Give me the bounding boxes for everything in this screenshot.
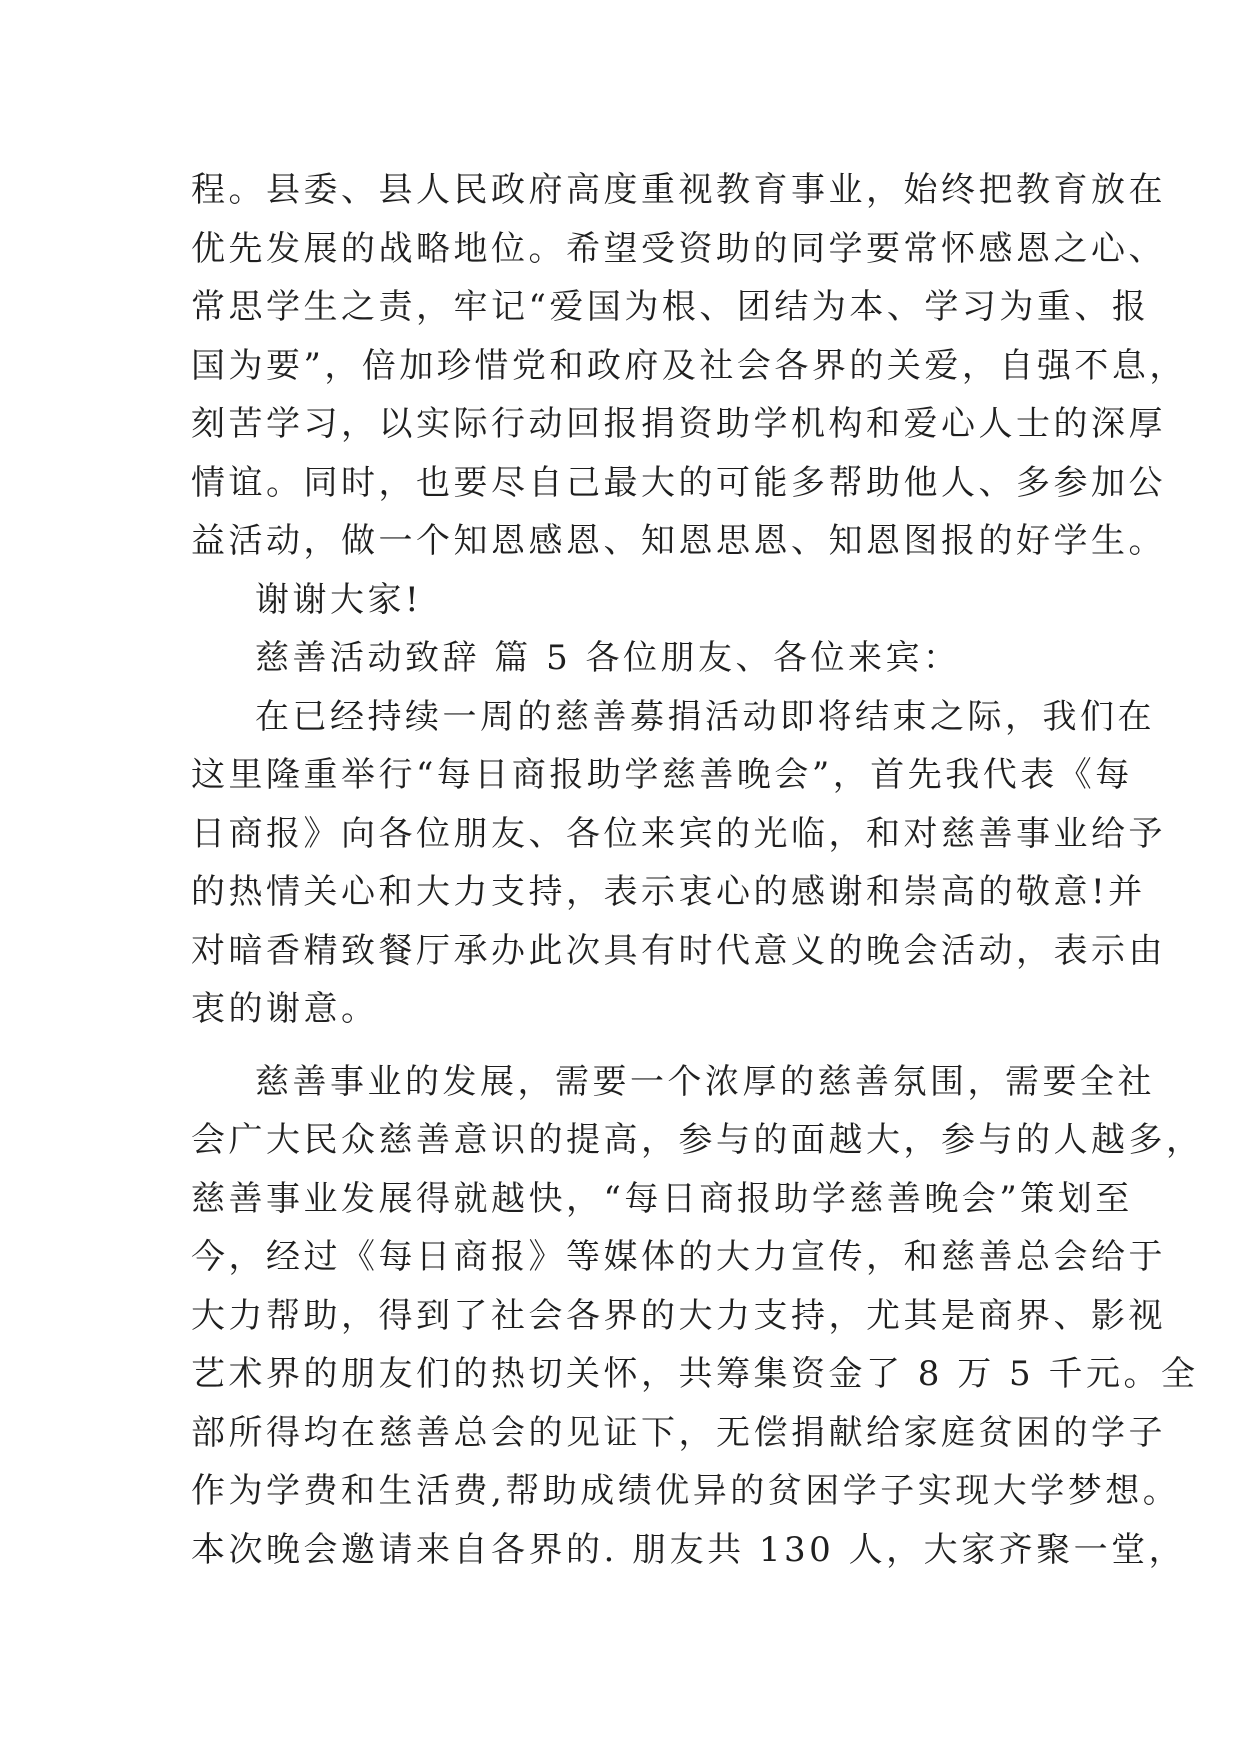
paragraph-start: 慈善事业的发展，需要一个浓厚的慈善氛围，需要全社	[255, 1061, 1155, 1102]
paragraph-gap	[191, 1039, 1061, 1053]
paragraph-start: 在已经持续一周的慈善募捐活动即将结束之际，我们在	[255, 696, 1155, 737]
text-line: 艺术界的朋友们的热切关怀，共筹集资金了 8 万 5 千元。全	[191, 1354, 1199, 1394]
text-line: 日商报》向各位朋友、各位来宾的光临，和对慈善事业给予	[191, 813, 1166, 854]
text-line: 大力帮助，得到了社会各界的大力支持，尤其是商界、影视	[191, 1295, 1166, 1336]
text-line: 这里隆重举行“每日商报助学慈善晚会”，首先我代表《每	[191, 755, 1133, 795]
text-line: 对暗香精致餐厅承办此次具有时代意义的晚会活动，表示由	[191, 930, 1166, 971]
section-heading: 慈善活动致辞 篇 5 各位朋友、各位来宾：	[255, 638, 961, 678]
text-line: 衷的谢意。	[191, 989, 379, 1029]
document-body	[191, 161, 1204, 1579]
text-line: 的热情关心和大力支持，表示衷心的感谢和崇高的敬意!并	[191, 872, 1146, 912]
text-line: 部所得均在慈善总会的见证下，无偿捐献给家庭贫困的学子	[191, 1412, 1166, 1453]
text-line: 常思学生之责，牢记“爱国为根、团结为本、学习为重、报	[191, 287, 1150, 327]
text-line: 优先发展的战略地位。希望受资助的同学要常怀感恩之心、	[191, 228, 1166, 269]
text-line: 情谊。同时，也要尽自己最大的可能多帮助他人、多参加公	[191, 462, 1166, 503]
text-line: 今，经过《每日商报》等媒体的大力宣传，和慈善总会给于	[191, 1237, 1166, 1277]
text-line: 作为学费和生活费,帮助成绩优异的贫困学子实现大学梦想。	[191, 1471, 1181, 1511]
text-line: 刻苦学习，以实际行动回报捐资助学机构和爱心人士的深厚	[191, 404, 1166, 444]
closing-line: 谢谢大家!	[255, 579, 423, 620]
text-line: 慈善事业发展得就越快，“每日商报助学慈善晚会”策划至	[191, 1178, 1133, 1219]
text-line: 本次晚会邀请来自各界的. 朋友共 130 人，大家齐聚一堂，	[191, 1529, 1187, 1570]
text-line: 程。县委、县人民政府高度重视教育事业，始终把教育放在	[191, 170, 1166, 210]
text-line: 国为要”，倍加珍惜党和政府及社会各界的关爱，自强不息，	[191, 345, 1187, 386]
text-line: 益活动，做一个知恩感恩、知恩思恩、知恩图报的好学生。	[191, 521, 1166, 561]
text-line: 会广大民众慈善意识的提高，参与的面越大，参与的人越多，	[191, 1120, 1204, 1160]
